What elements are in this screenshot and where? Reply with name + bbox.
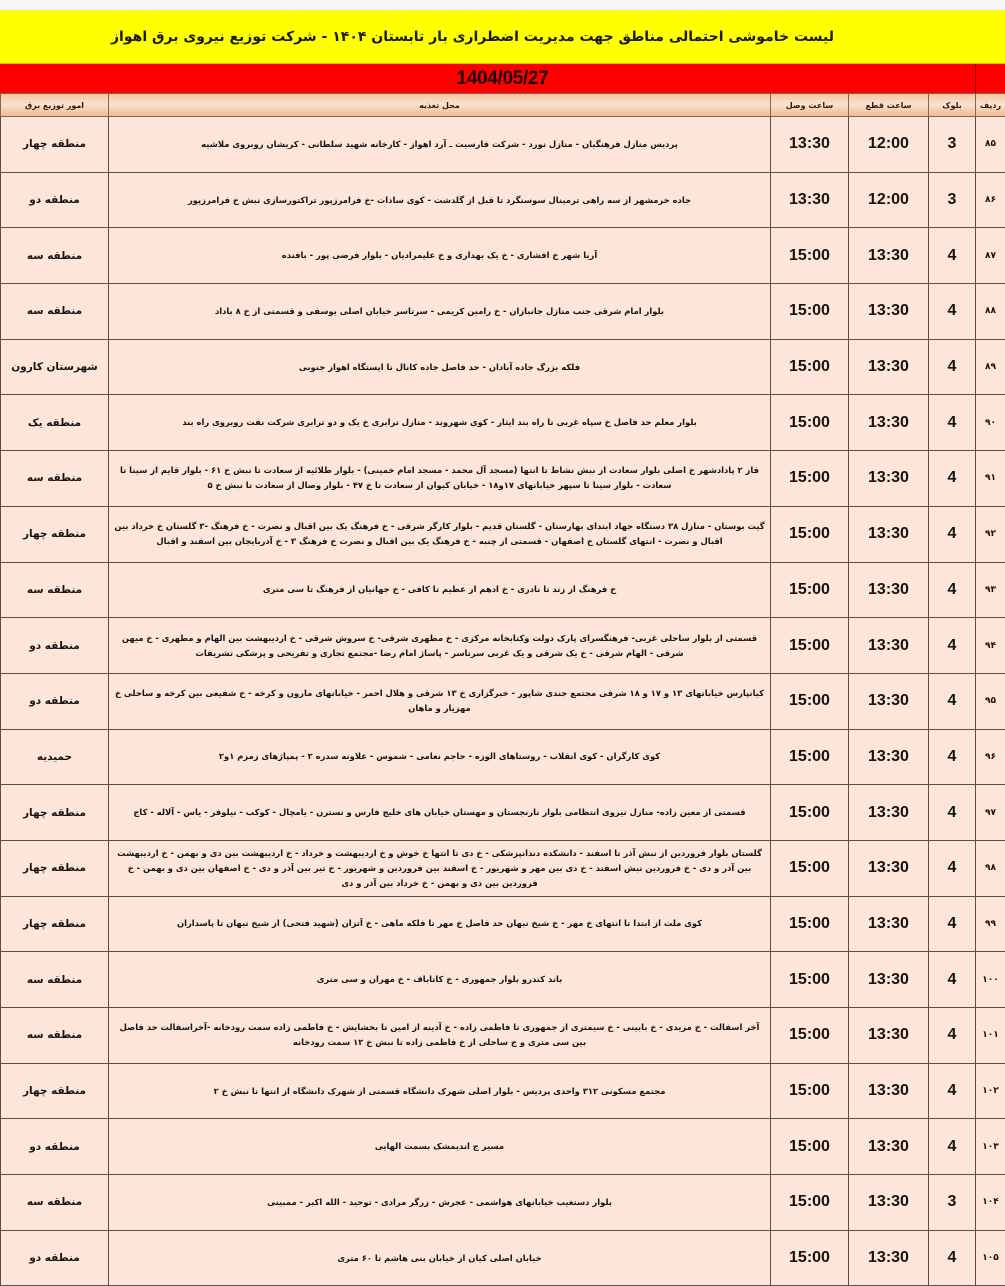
block-cell: 4 [929, 284, 976, 340]
block-cell: 4 [929, 729, 976, 785]
distribution-area-cell: منطقه سه [1, 562, 109, 618]
header-block: بلوک [929, 94, 976, 117]
table-row [1, 1175, 1005, 1231]
reconnect-time-cell: 15:00 [771, 1119, 849, 1175]
table-row [1, 172, 1005, 228]
header-location: محل تغذیه [109, 94, 771, 117]
block-cell: 4 [929, 339, 976, 395]
cut-time-cell: 13:30 [849, 673, 929, 729]
location-cell: کوی ملت از ابتدا تا انتهای خ مهر - خ شیخ نبهان حد فاصل خ مهر تا فلکه ماهی - خ آتزان (شهید فتحی) از شیخ نبهان تا پاسداران [109, 896, 771, 952]
row-number-cell: ۹۰ [976, 395, 1005, 451]
row-number-cell: ۱۰۱ [976, 1008, 1005, 1064]
cut-time-cell: 13:30 [849, 339, 929, 395]
block-cell: 4 [929, 562, 976, 618]
location-cell: جاده خرمشهر از سه راهی ترمینال سوسنگرد تا قبل از گلدشت - کوی سادات -خ فرامرزپور تراکتورسازی نبش خ فرامرزپور [109, 172, 771, 228]
location-cell: کیانپارس خیابانهای ۱۳ و ۱۷ و ۱۸ شرقی مجتمع جندی شاپور - خبرگزاری خ ۱۳ شرقی و هلال احمر - خیابانهای مارون و کرخه - خ شفیعی بین کرخه و ساحلی خ مهزیار و ماهان [109, 673, 771, 729]
location-cell: بلوار معلم حد فاصل خ سپاه غربی تا راه بند ایثار - کوی شهروند - منازل ترابری خ یک و دو ترابری شرکت نفت روبروی راه بند [109, 395, 771, 451]
date-bar [0, 64, 1005, 93]
cut-time-cell: 13:30 [849, 840, 929, 896]
reconnect-time-cell: 15:00 [771, 395, 849, 451]
row-number-cell: ۹۹ [976, 896, 1005, 952]
distribution-area-cell: منطقه دو [1, 1230, 109, 1286]
distribution-area-cell: منطقه سه [1, 284, 109, 340]
table-row [1, 1008, 1005, 1064]
row-number-cell: ۹۵ [976, 673, 1005, 729]
distribution-area-cell: منطقه سه [1, 1008, 109, 1064]
cut-time-cell: 12:00 [849, 117, 929, 173]
reconnect-time-cell: 15:00 [771, 1008, 849, 1064]
table-row [1, 228, 1005, 284]
row-number-cell: ۹۶ [976, 729, 1005, 785]
distribution-area-cell: منطقه دو [1, 673, 109, 729]
table-row [1, 729, 1005, 785]
distribution-area-cell: منطقه چهار [1, 896, 109, 952]
distribution-area-cell: منطقه سه [1, 1175, 109, 1231]
reconnect-time-cell: 15:00 [771, 1063, 849, 1119]
location-cell: قسمتی از بلوار ساحلی غربی- فرهنگسرای پارک دولت وکتابخانه مرکزی - خ مطهری شرقی- خ سروش شرقی - خ اردیبهشت بین الهام و مطهری - خ میهن شرقی - الهام شرقی - خ یک شرقی و یک غربی سرتاسر - پاساژ امام رضا -مجتمع تجاری و تفریحی و پزشکی تشریفات [109, 618, 771, 674]
date-bar-corner [975, 64, 1005, 93]
header-distribution-area: امور توزیع برق [1, 94, 109, 117]
location-cell: بلوار امام شرقی جنب منازل جانبازان - خ رامین کریمی - سرتاسر خیابان اصلی یوسفی و قسمتی از خ ۸ باداد [109, 284, 771, 340]
distribution-area-cell: منطقه دو [1, 618, 109, 674]
title-bar [0, 10, 1005, 64]
row-number-cell: ۹۴ [976, 618, 1005, 674]
distribution-area-cell: منطقه سه [1, 952, 109, 1008]
location-cell: باند کندرو بلوار جمهوری - خ کاتاباف - خ مهران و سی متری [109, 952, 771, 1008]
reconnect-time-cell: 15:00 [771, 339, 849, 395]
block-cell: 4 [929, 506, 976, 562]
reconnect-time-cell: 15:00 [771, 729, 849, 785]
table-row [1, 284, 1005, 340]
block-cell: 4 [929, 1008, 976, 1064]
cut-time-cell: 13:30 [849, 284, 929, 340]
cut-time-cell: 13:30 [849, 952, 929, 1008]
reconnect-time-cell: 15:00 [771, 673, 849, 729]
block-cell: 4 [929, 395, 976, 451]
distribution-area-cell: منطقه سه [1, 451, 109, 507]
block-cell: 4 [929, 840, 976, 896]
block-cell: 4 [929, 1230, 976, 1286]
distribution-area-cell: منطقه چهار [1, 785, 109, 841]
block-cell: 4 [929, 1119, 976, 1175]
location-cell: پردیس منازل فرهنگیان - منازل نورد - شرکت فارسیت ـ آرد اهواز - کارخانه شهید سلطانی - کریشان روبروی ملاشیه [109, 117, 771, 173]
reconnect-time-cell: 15:00 [771, 506, 849, 562]
row-number-cell: ۱۰۵ [976, 1230, 1005, 1286]
table-row [1, 395, 1005, 451]
cut-time-cell: 13:30 [849, 1063, 929, 1119]
reconnect-time-cell: 15:00 [771, 840, 849, 896]
cut-time-cell: 13:30 [849, 618, 929, 674]
distribution-area-cell: شهرستان کارون [1, 339, 109, 395]
row-number-cell: ۹۷ [976, 785, 1005, 841]
distribution-area-cell: منطقه دو [1, 172, 109, 228]
block-cell: 3 [929, 172, 976, 228]
location-cell: کوی کارگران - کوی انقلاب - روستاهای الوزه - حاجم نعامی - شموس - علاونه سدره ۲ - پمپاژهای زمزم ۱و۲ [109, 729, 771, 785]
page-title: لیست خاموشی احتمالی مناطق جهت مدیریت اضطراری بار تابستان ۱۴۰۴ - شرکت توزیع نیروی برق اهواز [111, 29, 834, 45]
location-cell: فلکه بزرگ جاده آبادان - حد فاصل جاده کانال تا ایستگاه اهواز جنوبی [109, 339, 771, 395]
header-row-number: ردیف [976, 94, 1005, 117]
distribution-area-cell: منطقه سه [1, 228, 109, 284]
location-cell: خ فرهنگ از زند تا نادری - خ ادهم از عظیم تا کافی - خ جهانیان از فرهنگ تا سی متری [109, 562, 771, 618]
row-number-cell: ۸۶ [976, 172, 1005, 228]
block-cell: 4 [929, 618, 976, 674]
reconnect-time-cell: 13:30 [771, 117, 849, 173]
row-number-cell: ۱۰۲ [976, 1063, 1005, 1119]
distribution-area-cell: حمیدیه [1, 729, 109, 785]
location-cell: گلستان بلوار فروردین از نبش آذر تا اسفند - دانشکده دندانپزشکی - خ دی تا انتها خ خوش و خ اردیبهشت و خرداد - خ اردیبهشت بین دی و بهمن - خ اردیبهشت بین آذر و دی - خ فروردین نبش اسفند - خ دی بین مهر و شهریور - خ اسفند بین فروردین و شهریور - خ تیر بین آذر و دی - خ اصفهان بین دی و بهمن - خ فروردین بین دی و بهمن - خ خرداد بین آذر و دی [109, 840, 771, 896]
table-header-row [1, 94, 1005, 117]
table-row [1, 506, 1005, 562]
header-reconnect-time: ساعت وصل [771, 94, 849, 117]
top-strip [0, 0, 1005, 10]
row-number-cell: ۹۳ [976, 562, 1005, 618]
location-cell: فاز ۲ پادادشهر خ اصلی بلوار سعادت از نبش نشاط تا انتها (مسجد آل محمد - مسجد امام خمینی) - بلوار طلائیه از سعادت تا نبش خ ۶۱ - بلوار قایم از سینا تا سعادت - بلوار سینا تا سپهر خیابانهای ۱۷و۱۸ - خیابان کیوان از سعادت تا خ ۴۷ - بلوار وصال از سعادت تا نبش خ ۵ [109, 451, 771, 507]
cut-time-cell: 13:30 [849, 1119, 929, 1175]
table-body [1, 117, 1005, 1286]
cut-time-cell: 13:30 [849, 506, 929, 562]
cut-time-cell: 13:30 [849, 785, 929, 841]
block-cell: 4 [929, 228, 976, 284]
cut-time-cell: 13:30 [849, 896, 929, 952]
reconnect-time-cell: 15:00 [771, 618, 849, 674]
row-number-cell: ۸۷ [976, 228, 1005, 284]
table-row [1, 952, 1005, 1008]
distribution-area-cell: منطقه چهار [1, 506, 109, 562]
block-cell: 4 [929, 785, 976, 841]
distribution-area-cell: منطقه چهار [1, 1063, 109, 1119]
table-row [1, 562, 1005, 618]
table-row [1, 1230, 1005, 1286]
table-row [1, 451, 1005, 507]
row-number-cell: ۹۸ [976, 840, 1005, 896]
location-cell: بلوار دستغیب خیابانهای هواشمی - عجرش - زرگر مرادی - توحید - الله اکبر - ممبینی [109, 1175, 771, 1231]
reconnect-time-cell: 15:00 [771, 451, 849, 507]
location-cell: خیابان اصلی کیان از خیابان بنی هاشم تا ۶۰ متری [109, 1230, 771, 1286]
location-cell: آخر اسفالت - خ مریدی - خ بابینی - خ سیمتری از جمهوری تا فاطمی زاده - خ آدینه از امین تا بخشایش - خ فاطمی زاده سمت رودخانه -آخراسفالت حد فاصل بین سی متری و ج ساحلی از خ فاطمی زاده تا نبش خ ۱۲ سمت رودخانه [109, 1008, 771, 1064]
cut-time-cell: 13:30 [849, 451, 929, 507]
cut-time-cell: 13:30 [849, 1008, 929, 1064]
row-number-cell: ۱۰۰ [976, 952, 1005, 1008]
row-number-cell: ۸۸ [976, 284, 1005, 340]
location-cell: گیت بوستان - منازل ۳۸ دستگاه جهاد ابتدای بهارستان - گلستان قدیم - بلوار کارگر شرقی - خ فرهنگ یک بین اقبال و نصرت - خ فرهنگ -۳ گلستان خ خرداد بین اقبال و نصرت - انتهای گلستان خ اصفهان - قسمتی از چنبه - خ فرهنگ یک بین اقبال و نصرت خ فرهنگ ۳ - خ آذربایجان بین اسفند و اقبال [109, 506, 771, 562]
reconnect-time-cell: 15:00 [771, 1175, 849, 1231]
outage-table [0, 93, 1005, 1286]
table-row [1, 339, 1005, 395]
distribution-area-cell: منطقه یک [1, 395, 109, 451]
reconnect-time-cell: 13:30 [771, 172, 849, 228]
cut-time-cell: 13:30 [849, 729, 929, 785]
location-cell: مسیر ج اندیمشک بسمت الهایی [109, 1119, 771, 1175]
cut-time-cell: 13:30 [849, 1175, 929, 1231]
distribution-area-cell: منطقه چهار [1, 840, 109, 896]
location-cell: مجتمع مسکونی ۳۱۲ واحدی پردیس - بلوار اصلی شهرک دانشگاه قسمتی از شهرک دانشگاه از انتها تا نبش خ ۲ [109, 1063, 771, 1119]
cut-time-cell: 13:30 [849, 562, 929, 618]
reconnect-time-cell: 15:00 [771, 952, 849, 1008]
table-row [1, 896, 1005, 952]
distribution-area-cell: منطقه دو [1, 1119, 109, 1175]
row-number-cell: ۹۲ [976, 506, 1005, 562]
cut-time-cell: 13:30 [849, 1230, 929, 1286]
block-cell: 4 [929, 673, 976, 729]
date-label: 1404/05/27 [456, 68, 548, 90]
reconnect-time-cell: 15:00 [771, 1230, 849, 1286]
block-cell: 4 [929, 952, 976, 1008]
header-cut-time: ساعت قطع [849, 94, 929, 117]
row-number-cell: ۸۹ [976, 339, 1005, 395]
reconnect-time-cell: 15:00 [771, 284, 849, 340]
reconnect-time-cell: 15:00 [771, 896, 849, 952]
table-row [1, 673, 1005, 729]
block-cell: 4 [929, 451, 976, 507]
block-cell: 4 [929, 896, 976, 952]
block-cell: 3 [929, 117, 976, 173]
distribution-area-cell: منطقه چهار [1, 117, 109, 173]
table-row [1, 785, 1005, 841]
table-row [1, 1119, 1005, 1175]
table-row [1, 840, 1005, 896]
cut-time-cell: 13:30 [849, 395, 929, 451]
location-cell: آریا شهر خ افشاری - خ یک بهداری و خ علیمرادیان - بلوار فرضی پور - بافنده [109, 228, 771, 284]
table-row [1, 1063, 1005, 1119]
cut-time-cell: 13:30 [849, 228, 929, 284]
row-number-cell: ۱۰۴ [976, 1175, 1005, 1231]
block-cell: 3 [929, 1175, 976, 1231]
reconnect-time-cell: 15:00 [771, 562, 849, 618]
table-row [1, 117, 1005, 173]
row-number-cell: ۹۱ [976, 451, 1005, 507]
table-row [1, 618, 1005, 674]
reconnect-time-cell: 15:00 [771, 785, 849, 841]
row-number-cell: ۸۵ [976, 117, 1005, 173]
reconnect-time-cell: 15:00 [771, 228, 849, 284]
location-cell: قسمتی از معین زاده- منازل نیروی انتظامی بلوار نارنجستان و مهستان خیابان های خلیج فارس و نسترن - یامچال - کوکب - نیلوفر - یاس - آلاله - کاج [109, 785, 771, 841]
row-number-cell: ۱۰۳ [976, 1119, 1005, 1175]
cut-time-cell: 12:00 [849, 172, 929, 228]
block-cell: 4 [929, 1063, 976, 1119]
